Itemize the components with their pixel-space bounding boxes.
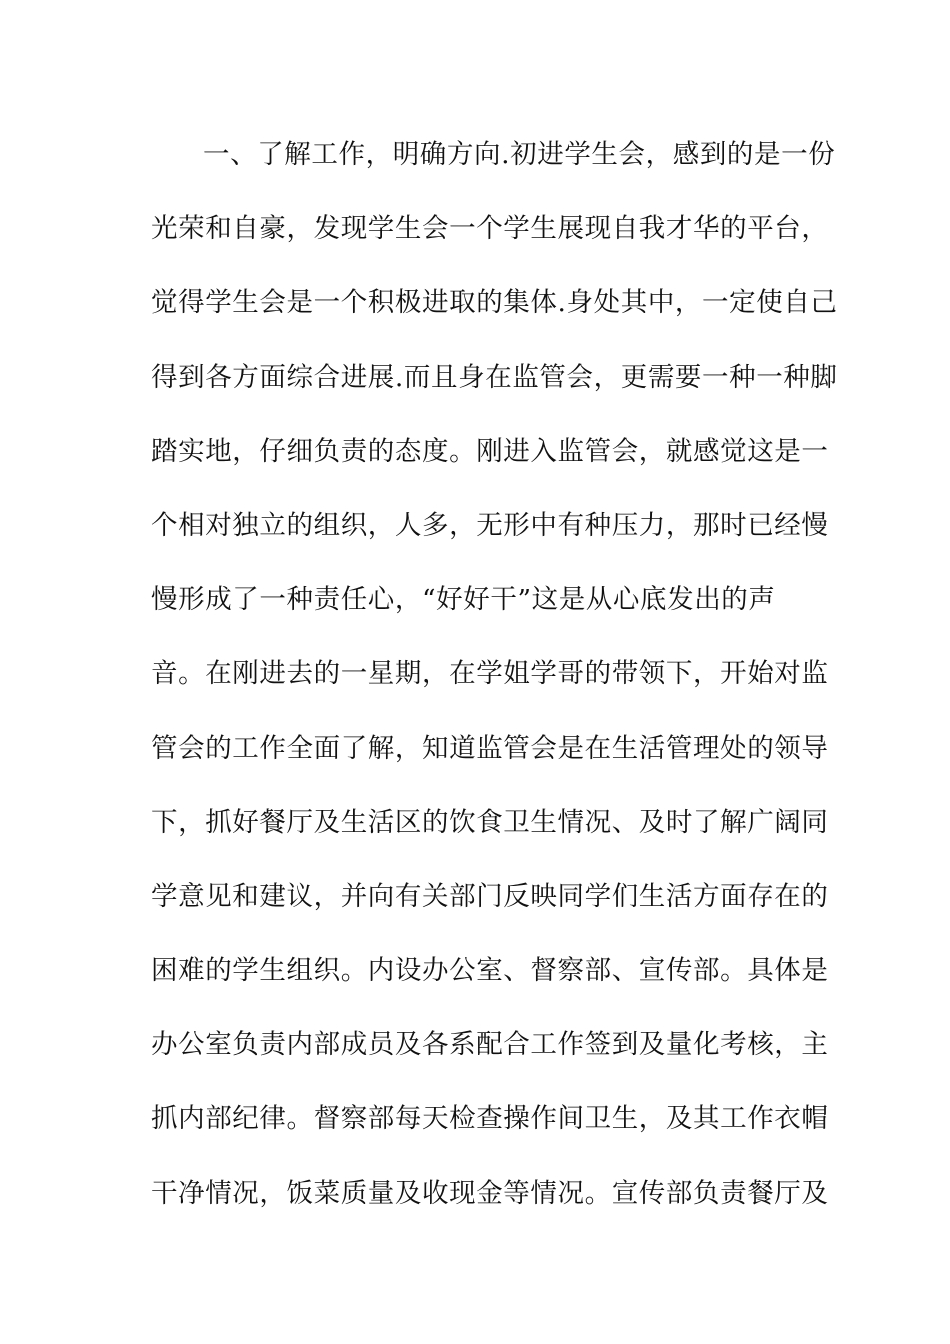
text-line-12: 困难的学生组织。内设办公室、督察部、宣传部。具体是 [151,955,829,987]
text-line-13: 办公室负责内部成员及各系配合工作签到及量化考核，主 [151,1029,829,1061]
text-line-3: 觉得学生会是一个积极进取的集体.身处其中，一定使自己 [151,287,838,319]
text-line-8: 音。在刚进去的一星期，在学姐学哥的带领下，开始对监 [151,658,829,690]
text-line-1: 一、了解工作，明确方向.初进学生会，感到的是一份 [203,139,836,170]
text-line-7: 慢形成了一种责任心，“好好干”这是从心底发出的声 [151,584,776,616]
text-line-5: 踏实地，仔细负责的态度。刚进入监管会，就感觉这是一 [151,435,829,467]
text-line-2: 光荣和自豪，发现学生会一个学生展现自我才华的平台， [151,213,829,245]
text-line-4: 得到各方面综合进展.而且身在监管会，更需要一种一种脚 [151,361,838,393]
text-line-9: 管会的工作全面了解，知道监管会是在生活管理处的领导 [151,732,829,764]
text-line-14: 抓内部纪律。督察部每天检查操作间卫生，及其工作衣帽 [151,1103,829,1135]
text-line-6: 个相对独立的组织，人多，无形中有种压力，那时已经慢 [151,509,829,541]
text-line-15: 干净情况，饭菜质量及收现金等情况。宣传部负责餐厅及 [151,1177,829,1209]
body-paragraph [151,133,838,1246]
text-line-11: 学意见和建议，并向有关部门反映同学们生活方面存在的 [151,880,829,912]
text-line-10: 下，抓好餐厅及生活区的饮食卫生情况、及时了解广阔同 [151,806,829,838]
